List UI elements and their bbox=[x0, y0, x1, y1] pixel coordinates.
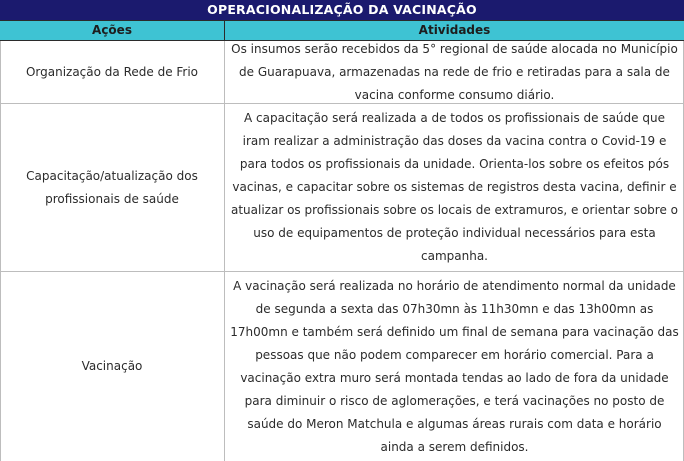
table-row bbox=[0, 104, 684, 272]
activity-cell bbox=[224, 41, 684, 103]
table-title: OPERACIONALIZAÇÃO DA VACINAÇÃO bbox=[0, 0, 684, 20]
action-text: Vacinação bbox=[81, 359, 143, 373]
activity-cell bbox=[224, 272, 684, 461]
activity-text: A vacinação será realizada no horário de atendimento normal da unidade de segunda a sexta das 07h30mn às 11h30mn e das 13h00mn as 17h00mn e também será definido um final de semana para vacinação das pessoas que não podem comparecer em horário comercial. Para a vacinação extra muro será montada tendas ao lado de fora da unidade para diminuir o risco de aglomerações, e terá vacinações no posto de saúde do Meron Matchula e algumas áreas rurais com data e horário ainda a serem definidos. bbox=[230, 278, 679, 454]
action-text: Organização da Rede de Frio bbox=[25, 64, 199, 79]
action-cell bbox=[0, 104, 224, 271]
activity-cell bbox=[224, 104, 684, 271]
column-header-activities: Atividades bbox=[224, 21, 684, 40]
action-cell bbox=[0, 272, 224, 461]
activity-text: Os insumos serão recebidos da 5° regional de saúde alocada no Município de Guarapuava, armazenadas na rede de frio e retiradas para a sala de vacina conforme consumo diário. bbox=[231, 41, 678, 102]
activity-text: A capacitação será realizada a de todos os profissionais de saúde que iram realizar a administração das doses da vacina contra o Covid-19 e para todos os profissionais da unidade. Orienta-los sobre os efeitos pós vacinas, e capacitar sobre os sistemas de registros desta vacina, definir e atualizar os profissionais sobre os locais de extramuros, e orientar sobre o uso de equipamentos de proteção individual necessários para esta campanha. bbox=[230, 111, 679, 263]
table-row bbox=[0, 41, 684, 104]
table-row bbox=[0, 272, 684, 461]
action-cell bbox=[0, 41, 224, 103]
column-header-actions: Ações bbox=[92, 23, 132, 37]
action-text: Capacitação/atualização dos profissionais de saúde bbox=[26, 168, 198, 206]
